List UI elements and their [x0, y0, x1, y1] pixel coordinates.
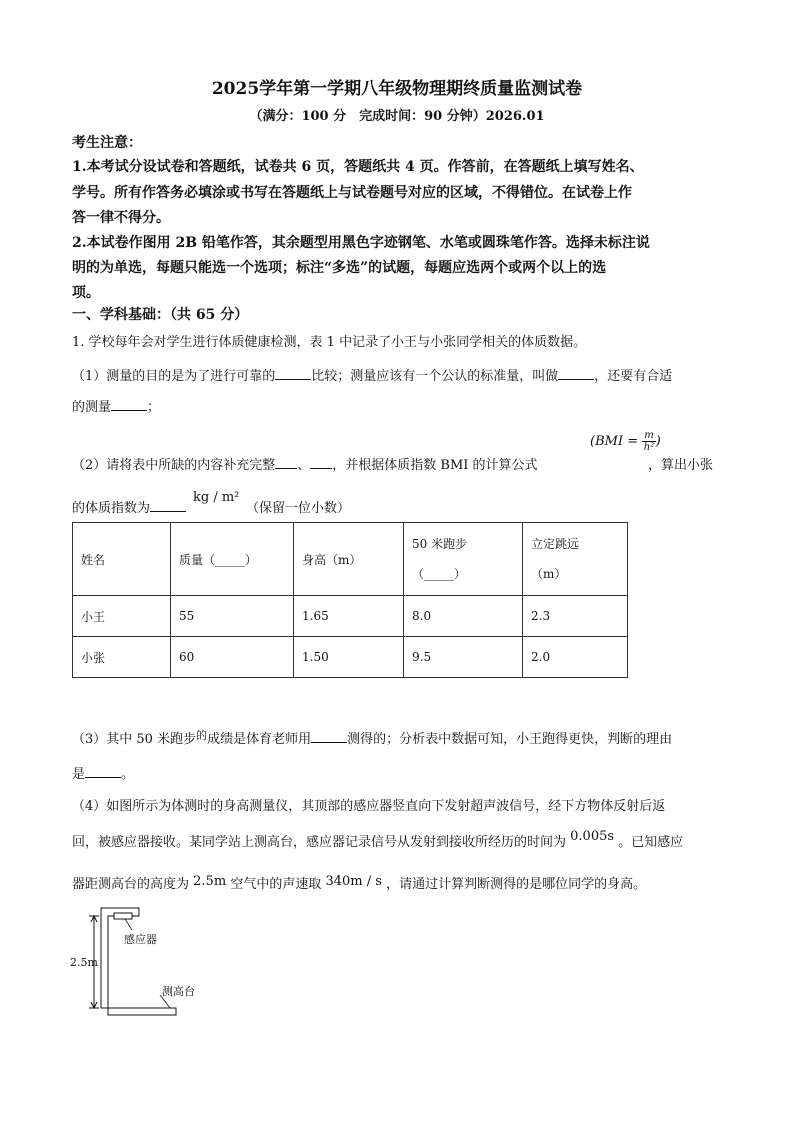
section-heading: 一、学科基础：（共 65 分）: [72, 307, 249, 323]
question-intro: 1. 学校每年会对学生进行体质健康检测，表 1 中记录了小王与小张同学相关的体质数据。: [72, 335, 587, 350]
question-part-3-cont: [72, 763, 134, 782]
sensor-label: 感应器: [124, 933, 157, 946]
answer-blank: [275, 367, 311, 380]
exam-subtitle: （满分：100 分 完成时间：90 分钟）2026.01: [249, 109, 545, 124]
text: （2）请将表中所缺的内容补充完整: [72, 458, 276, 473]
text: 测得的；分析表中数据可知，小王跑得更快，判断的理由: [347, 732, 673, 747]
table-cell: 小王: [73, 596, 171, 637]
sensor-icon: [114, 913, 132, 919]
formula-rhs: ): [655, 434, 661, 449]
unit-label: kg / m²: [193, 490, 240, 505]
question-part-1-cont: [72, 396, 160, 415]
table-cell: 1.65: [294, 596, 404, 637]
height-label: 2.5m: [70, 956, 98, 969]
text: ，并根据体质指数 BMI 的计算公式: [332, 458, 538, 473]
exam-title: 2025学年第一学期八年级物理期终质量监测试卷: [211, 79, 583, 99]
table-cell: 小张: [73, 637, 171, 678]
table-row: [73, 637, 628, 678]
formula-lhs: (BMI =: [590, 434, 639, 449]
header-line: 50 米跑步: [412, 537, 468, 551]
meter-frame: [101, 908, 176, 1015]
text: ；: [147, 400, 161, 415]
text: 空气中的声速取: [230, 877, 322, 892]
table-header-cell: [523, 523, 628, 596]
table-header-cell: 姓名: [73, 523, 171, 596]
speed-value: 340m / s: [325, 874, 382, 889]
answer-blank: [275, 456, 297, 469]
formula-denominator: h²: [643, 442, 655, 453]
question-part-2-cont: [72, 497, 186, 516]
notice-line: 1.本考试分设试卷和答题纸，试卷共 6 页，答题纸共 4 页。作答前，在答题纸上填写姓名、: [72, 159, 644, 175]
text: 的体质指数为: [72, 501, 151, 516]
text: （3）其中 50 米跑步: [72, 732, 197, 747]
text: ，请通过计算判断测得的是哪位同学的身高。: [386, 877, 647, 892]
sensor-leader-line: [125, 919, 132, 930]
table-cell: 60: [171, 637, 294, 678]
answer-blank: [311, 730, 347, 743]
table-header-cell: 质量（_____）: [171, 523, 294, 596]
text: （1）测量的目的是为了进行可靠的: [72, 369, 276, 384]
table-cell: 2.0: [523, 637, 628, 678]
answer-blank: [558, 367, 594, 380]
formula-numerator: m: [644, 430, 654, 441]
table-cell: 2.3: [523, 596, 628, 637]
question-part-3: [72, 728, 672, 747]
notice-line: 学号。所有作答务必填涂或书写在答题纸上与试卷题号对应的区域，不得错位。在试卷上作: [72, 185, 632, 201]
time-value: 0.005s: [570, 829, 615, 844]
table-header-row: [73, 523, 628, 596]
text: 比较；测量应该有一个公认的标准量，叫做: [311, 369, 559, 384]
table-header-cell: [404, 523, 523, 596]
text: 、: [297, 458, 311, 473]
formula-fraction: [642, 430, 655, 453]
notice-line: 项。: [72, 285, 100, 301]
text: 的测量: [72, 400, 112, 415]
text: 。: [121, 767, 135, 782]
text: 。已知感应: [618, 835, 684, 850]
answer-blank: [85, 765, 121, 778]
bmi-formula: [590, 430, 661, 453]
height-value: 2.5m: [193, 874, 227, 889]
text: ，算出小张: [648, 458, 714, 473]
table-header-cell: 身高（m）: [294, 523, 404, 596]
table-row: [73, 596, 628, 637]
data-table: [72, 522, 628, 678]
text: 的: [196, 729, 208, 742]
answer-blank: [150, 499, 186, 512]
notice-line: 明的为单选，每题只能选一个选项；标注“多选”的试题，每题应选两个或两个以上的选: [72, 260, 607, 276]
text: 是: [72, 767, 86, 782]
question-part-4-cont: [72, 873, 646, 892]
platform-label: 测高台: [162, 985, 195, 998]
question-part-4: （4）如图所示为体测时的身高测量仪，其顶部的感应器竖直向下发射超声波信号，经下方物体反射后返: [72, 799, 666, 814]
question-part-4-cont: [72, 831, 683, 850]
answer-blank: [111, 398, 147, 411]
table-cell: 55: [171, 596, 294, 637]
header-line: 立定跳远: [531, 537, 580, 551]
header-line: （m）: [531, 567, 567, 581]
header-line: （_____）: [412, 567, 467, 581]
text: ，还要有合适: [594, 369, 673, 384]
text: （保留一位小数）: [246, 501, 351, 516]
table-cell: 9.5: [404, 637, 523, 678]
notice-line: 答一律不得分。: [72, 210, 170, 226]
notice-heading: 考生注意：: [72, 135, 142, 151]
text: 成绩是体育老师用: [207, 732, 312, 747]
text: 回，被感应器接收。某同学站上测高台，感应器记录信号从发射到接收所经历的时间为: [72, 835, 567, 850]
question-part-2: [72, 454, 538, 473]
table-cell: 8.0: [404, 596, 523, 637]
answer-blank: [310, 456, 332, 469]
question-part-1: [72, 365, 672, 384]
text: 器距测高台的高度为: [72, 877, 190, 892]
table-cell: 1.50: [294, 637, 404, 678]
notice-line: 2.本试卷作图用 2B 铅笔作答，其余题型用黑色字迹钢笔、水笔或圆珠笔作答。选择未标注说: [72, 235, 650, 251]
height-meter-figure: [70, 900, 200, 1025]
